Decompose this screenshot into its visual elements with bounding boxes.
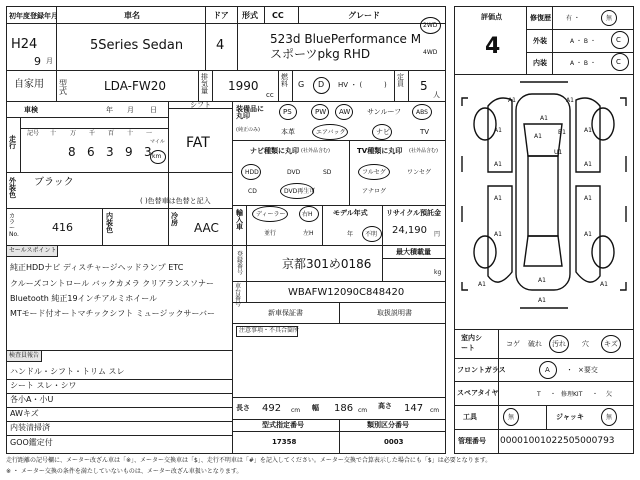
model-type-label: 型式	[59, 79, 67, 96]
seat-item: キズ	[604, 340, 618, 348]
divider	[526, 6, 527, 74]
divider	[408, 70, 409, 101]
model-year-label: モデル年式	[333, 209, 368, 217]
divider	[339, 302, 340, 323]
checker-note-line: GOO鑑定付	[10, 438, 53, 447]
model-year-unknown: 不明	[365, 231, 378, 238]
divider	[454, 429, 634, 430]
exterior-color-note: ( )色替車は色替と記入	[140, 197, 211, 205]
recycle-amount: 24,190	[392, 225, 427, 236]
tv-oneseg: ワンセグ	[407, 169, 432, 176]
width-unit: cm	[358, 407, 368, 414]
navi-dvd-play: DVD再生可	[284, 188, 316, 195]
fuel-g: G	[298, 80, 305, 89]
color-no-label: カラーNo.	[9, 213, 19, 238]
interior-label: 内装	[533, 59, 547, 67]
divider	[546, 405, 547, 429]
displacement-label: 排気量	[201, 73, 208, 95]
divider	[6, 172, 232, 173]
class-label: 類別区分番号	[367, 421, 409, 429]
divider	[526, 29, 634, 30]
divider	[232, 101, 233, 245]
equipment-title-sub: (純正のみ)	[236, 127, 260, 133]
divider	[232, 281, 446, 282]
divider	[6, 101, 446, 102]
import-dealer: ディーラー	[256, 211, 286, 218]
height-value: 147	[404, 403, 424, 414]
equip-abs: ABS	[416, 109, 428, 116]
navi-hdd: HDD	[245, 169, 259, 176]
repair-options: 有 ・	[566, 15, 580, 22]
equip-leather: 本革	[281, 128, 295, 136]
first-reg-year: H24	[11, 37, 38, 52]
displacement-unit: cc	[266, 91, 274, 99]
navi-sd: SD	[323, 169, 332, 176]
divider	[56, 70, 57, 101]
height-label: 高さ	[378, 402, 392, 410]
grade-line-2: スポーツpkg RHD	[270, 47, 371, 61]
divider	[232, 397, 446, 398]
exterior-color-value: ブラック	[34, 177, 74, 188]
divider	[454, 358, 634, 359]
mileage-digit: 6	[87, 145, 95, 159]
sales-points-label: セールスポイント	[9, 247, 57, 254]
seat-label: 室内シート	[461, 334, 482, 352]
divider	[278, 70, 279, 101]
tools-label: 工具	[463, 413, 477, 421]
divider	[246, 205, 247, 245]
new-car-warranty: 新車保証書	[268, 309, 303, 317]
equip-sunroof: サンルーフ	[367, 108, 402, 116]
mgmt-value: 00001001022505000793	[500, 436, 615, 446]
mgmt-label: 管理番号	[458, 437, 486, 445]
mileage-digit: 3	[144, 145, 152, 159]
door-label: ドア	[213, 11, 229, 20]
sales-point-line: MTモード付オートマチックシフト ミュージックサーバー	[10, 309, 216, 318]
equip-aw: AW	[339, 108, 351, 116]
chassis-label: 車台番号	[235, 283, 242, 308]
sales-point-line: 純正HDDナビ ディスチャージヘッドランプ ETC	[10, 263, 184, 272]
divider	[6, 245, 446, 246]
fuel-d: D	[318, 80, 325, 89]
checker-notes-label: 検査員報告	[9, 352, 40, 359]
divider	[6, 407, 232, 408]
divider	[205, 6, 206, 70]
divider	[6, 117, 168, 118]
damage-mark: A1	[538, 277, 546, 284]
divider	[232, 431, 446, 432]
shift-label: シフト	[190, 101, 211, 109]
divider	[6, 208, 232, 209]
model-year-year: 年	[347, 231, 354, 238]
mileage-sub-6: 一	[146, 130, 153, 137]
repair-label: 修復歴	[530, 14, 551, 22]
inspection-day: 日	[150, 106, 157, 114]
import-parallel: 並行	[264, 230, 277, 237]
spare-option: ・	[550, 391, 557, 398]
spare-label: スペアタイヤ	[457, 389, 499, 397]
damage-mark: A1	[478, 281, 486, 288]
inspection-label: 車検	[24, 106, 38, 114]
mileage-sub-0: 記号	[27, 130, 40, 137]
exterior-label: 外装	[533, 37, 547, 45]
fuel-label: 燃料	[281, 73, 288, 88]
tv-analog: アナログ	[362, 188, 387, 195]
jack-label: ジャッキ	[556, 413, 584, 421]
damage-mark: A1	[584, 231, 592, 238]
usage-value: 自家用	[14, 79, 44, 90]
first-reg-label: 初年度登録年月	[9, 12, 58, 20]
car-name-label: 車名	[124, 11, 140, 20]
divider	[237, 6, 238, 70]
inspection-month: 月	[127, 106, 134, 114]
divider	[382, 258, 446, 259]
plate-value: 京都301め0186	[282, 257, 372, 271]
grade-label: グレード	[348, 11, 380, 20]
damage-mark: U1	[554, 149, 563, 156]
mileage-sub-2: 万	[70, 130, 77, 137]
mileage-unit-label: マイル	[150, 139, 165, 145]
divider	[6, 421, 232, 422]
divider	[232, 140, 446, 141]
damage-mark: B1	[558, 129, 566, 136]
damage-mark: A1	[584, 161, 592, 168]
mileage-label: 走行	[9, 135, 16, 150]
checker-note-line: AWキズ	[10, 409, 39, 418]
recycle-label: リサイクル預託金	[386, 209, 442, 217]
car-name: 5Series Sedan	[90, 38, 184, 53]
aircon-value: AAC	[194, 221, 219, 235]
vehicle-damage-diagram	[454, 76, 634, 322]
jack-value: 無	[606, 414, 613, 421]
interior-options: A ・ B ・	[570, 60, 596, 67]
import-right: 右H	[302, 211, 313, 218]
divider	[454, 381, 634, 382]
divider	[498, 429, 499, 454]
divider	[6, 393, 232, 394]
checker-note-line: シート スレ・シワ	[10, 381, 77, 390]
color-no-value: 416	[52, 221, 73, 234]
damage-mark: A1	[600, 281, 608, 288]
damage-mark: A1	[494, 231, 502, 238]
damage-mark: A1	[538, 297, 546, 304]
chassis-value: WBAFW12090C848420	[288, 287, 405, 298]
equip-navi: ナビ	[376, 128, 390, 136]
drive-4wd: 4WD	[423, 49, 438, 56]
designation-label: 型式指定番号	[262, 421, 304, 429]
exterior-selected: C	[616, 36, 621, 44]
divider	[349, 140, 350, 205]
divider	[232, 323, 446, 324]
divider	[454, 329, 634, 330]
aircon-label: 冷房	[171, 212, 178, 227]
navi-dvd: DVD	[287, 169, 301, 176]
score-value: 4	[485, 34, 501, 59]
divider	[232, 245, 233, 454]
equip-tv: TV	[420, 128, 430, 136]
divider	[198, 70, 199, 101]
divider	[339, 419, 340, 454]
seat-item: 穴	[582, 340, 589, 348]
spare-option: T	[537, 391, 541, 398]
mileage-sub-5: 十	[127, 130, 134, 137]
mileage-sub-1: 十	[50, 130, 57, 137]
max-load-label: 最大積載量	[396, 248, 431, 256]
width-label: 幅	[312, 404, 319, 412]
notes-label: 注意事項・不具合箇所	[239, 327, 300, 334]
seat-item: 汚れ	[552, 340, 566, 348]
max-load-unit: kg	[434, 269, 442, 276]
equip-pw: PW	[315, 108, 327, 116]
capacity-label: 定員	[397, 73, 404, 88]
length-label: 長さ	[236, 404, 250, 412]
interior-selected: C	[616, 58, 621, 66]
height-unit: cm	[430, 407, 440, 414]
divider	[454, 405, 634, 406]
model-code: LDA-FW20	[104, 79, 167, 93]
model-label: 形式	[242, 11, 258, 20]
divider	[168, 101, 169, 208]
divider	[6, 379, 232, 380]
mileage-digit: 9	[125, 145, 133, 159]
divider	[382, 245, 383, 281]
divider	[552, 6, 553, 74]
tools-value: 無	[508, 414, 515, 421]
damage-mark: A1	[584, 195, 592, 202]
drive-2wd: 2WD	[423, 22, 438, 29]
first-reg-month-unit: 月	[46, 57, 53, 65]
repair-selected: 無	[606, 15, 613, 22]
checker-note-line: 各小A・小U	[10, 395, 54, 404]
mileage-sub-4: 百	[108, 130, 115, 137]
damage-mark: A1	[508, 97, 516, 104]
divider	[292, 70, 293, 101]
damage-mark: A1	[540, 115, 548, 122]
tv-title-sub: (社外品含む)	[409, 148, 438, 154]
equip-airbag: エアバック	[316, 129, 346, 136]
divider	[6, 70, 446, 71]
displacement: 1990	[228, 79, 259, 93]
designation-value: 17358	[272, 438, 297, 446]
front-glass-label: フロントガラス	[457, 366, 506, 374]
sales-point-line: クルーズコントロール バックカメラ クリアランスソナー	[10, 279, 215, 288]
divider	[20, 128, 168, 129]
footer-line-1: 走行距離の記号欄に、メーター改ざん車は「※」、メーター交換車は「$」、走行不明車は「#」を記入してください。メーター交換で合算表示した場合にも「$」は必要となります。	[6, 457, 492, 464]
length-unit: cm	[291, 407, 301, 414]
sales-point-line: Bluetooth 純正19インチアルミホイール	[10, 294, 158, 303]
navi-title-sub: (社外品含む)	[301, 148, 330, 154]
first-reg-month: 9	[34, 55, 41, 68]
divider	[168, 208, 169, 245]
divider	[298, 6, 299, 23]
tv-fullseg: フルセグ	[362, 169, 386, 176]
damage-mark: A1	[494, 161, 502, 168]
divider	[322, 205, 323, 245]
seat-item: コゲ	[506, 340, 520, 348]
exterior-options: A ・ B ・	[570, 38, 596, 45]
class-value: 0003	[384, 438, 404, 446]
divider	[498, 329, 499, 429]
divider	[264, 6, 265, 23]
fuel-hv: HV ・ (	[338, 81, 363, 89]
divider	[454, 74, 634, 75]
divider	[6, 435, 232, 436]
glass-option: A	[545, 366, 550, 374]
divider	[394, 70, 395, 101]
mileage-digit: 8	[68, 145, 76, 159]
damage-mark: A1	[494, 195, 502, 202]
exterior-color-label: 外装色	[9, 177, 16, 199]
width-value: 186	[334, 403, 354, 414]
fuel-close: )	[384, 81, 387, 89]
length-value: 492	[262, 403, 282, 414]
divider	[20, 117, 21, 172]
spare-option: ・	[592, 391, 599, 398]
tv-title: TV種類に丸印	[357, 147, 403, 155]
import-left: 左H	[303, 230, 314, 237]
divider	[382, 205, 383, 245]
checker-note-line: 内装清掃済	[10, 423, 50, 432]
navi-cd: CD	[248, 188, 257, 195]
import-label: 輸入車	[236, 209, 243, 231]
mileage-sub-3: 千	[89, 130, 96, 137]
interior-color-label: 内装色	[106, 212, 113, 234]
cc-label: CC	[272, 11, 284, 20]
checker-note-line: ハンドル・シフト・トリム スレ	[10, 367, 125, 376]
equipment-title: 装備品に丸印	[236, 105, 264, 120]
divider	[6, 23, 446, 24]
divider	[102, 208, 103, 245]
footer-line-2: ※ ・ メーター交換の条件を満たしていないものは、メーター改ざん車扱いとなります。	[6, 468, 243, 475]
navi-title: ナビ種類に丸印	[250, 147, 299, 155]
divider	[212, 70, 213, 101]
capacity-unit: 人	[433, 91, 440, 99]
mileage-unit: km	[152, 153, 162, 160]
spare-option: 修理KIT	[561, 391, 583, 398]
damage-mark: A1	[494, 127, 502, 134]
glass-option: ×要交	[578, 366, 598, 374]
equip-ps: PS	[283, 108, 292, 116]
recycle-unit: 円	[434, 231, 441, 238]
damage-mark: A1	[584, 127, 592, 134]
doors: 4	[216, 38, 225, 53]
score-label: 評価点	[481, 13, 502, 21]
damage-mark: A1	[566, 97, 574, 104]
damage-mark: A1	[534, 133, 542, 140]
divider	[246, 245, 247, 302]
seat-item: 破れ	[528, 340, 542, 348]
mileage-digit: 3	[106, 145, 114, 159]
spare-option: 欠	[606, 391, 613, 398]
plate-label: 登録番号	[237, 251, 244, 276]
grade-line-1: 523d BluePerformance M	[270, 32, 422, 46]
shift-value: FAT	[186, 135, 210, 151]
manual: 取扱説明書	[377, 309, 412, 317]
inspection-year: 年	[106, 106, 113, 114]
capacity: 5	[420, 79, 428, 93]
glass-option: ・	[566, 366, 573, 374]
